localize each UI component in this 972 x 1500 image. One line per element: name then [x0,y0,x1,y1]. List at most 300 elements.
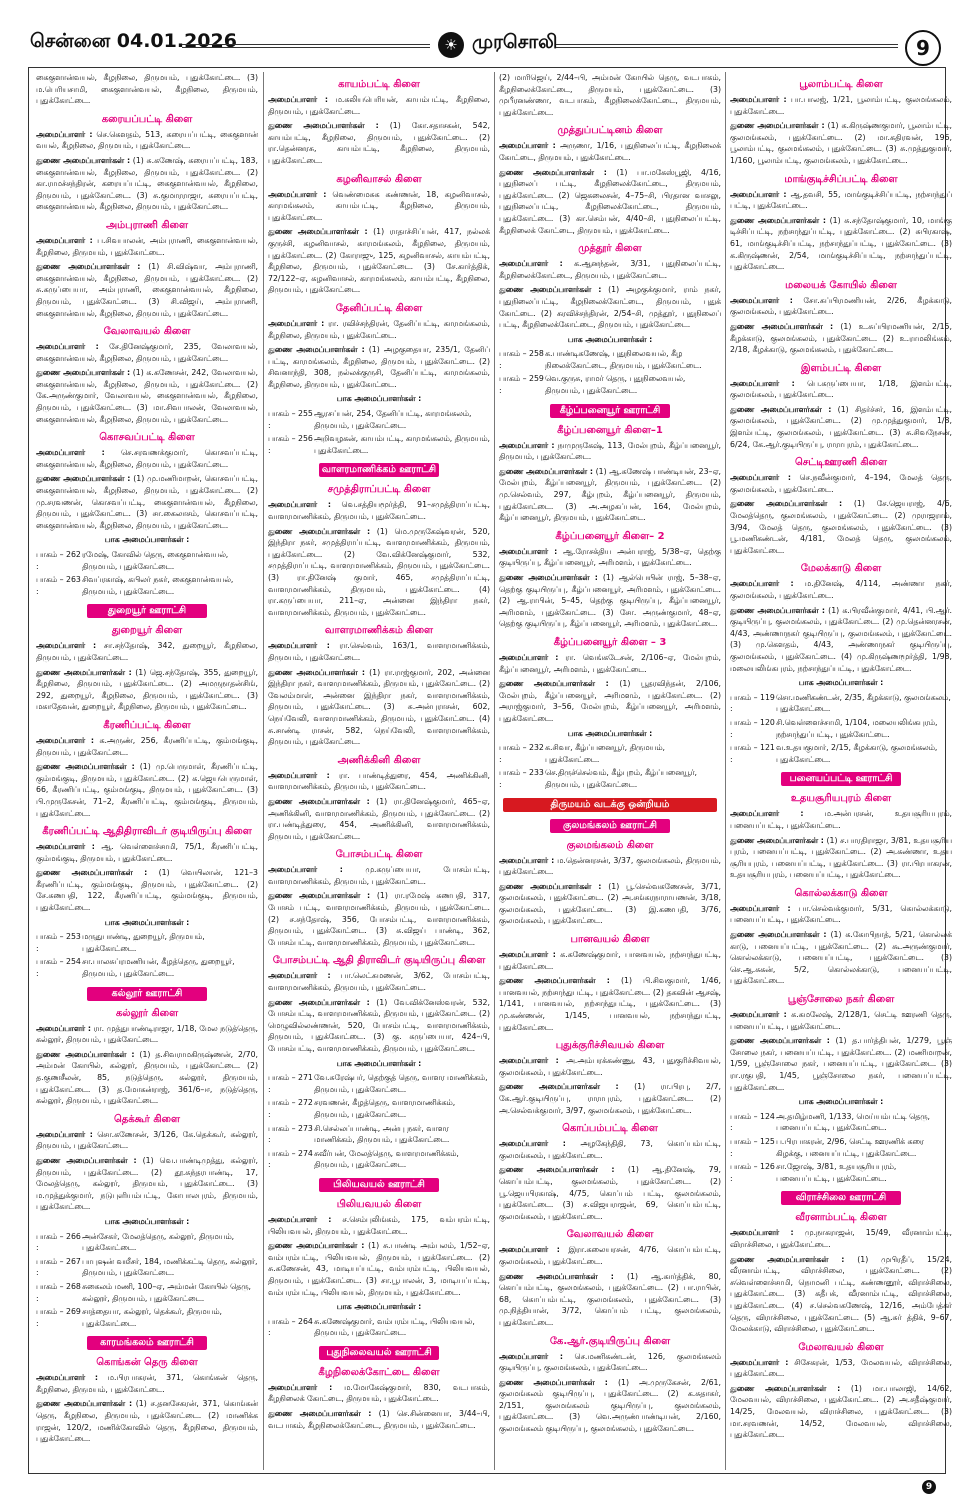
organizer-entry [36,341,258,364]
organizer-entry [36,735,258,758]
role-label: துணை அமைப்பாளர்கள் : [36,1155,137,1165]
booth-entry [36,1306,258,1329]
booth-number: பாகம் – 271 : [268,1073,313,1094]
organizer-entry [268,318,490,341]
column-divider [725,72,726,1470]
role-label: அமைப்பாளர் : [730,1010,787,1020]
entry-text: சா.சந்தோஷ், 342, துறையூர், கீழநிலை, திருமயம், புதுக்கோட்டை. [36,641,258,662]
rising-sun-icon: ☀ [438,32,464,58]
role-label: அமைப்பாளர் : [36,1129,93,1139]
panchayat-banner: கல்லூர் ஊராட்சி [87,987,207,1001]
organizer-entry [499,1244,721,1267]
entry-text: (2) மாரிஜெய், 2/44–பி, அம்மன் கோயில் தெரு, வடபாகம், கீழநிலைக்கோட்டை, திருமயம், புதுக்கோட்டை. (3) முபீரனண்ணா, வடபாகம், கீழநிலைக்கோட்டை, திருமயம், புதுக்கோட்டை. [499,73,721,117]
role-label: அமைப்பாளர் : [730,189,787,199]
branch-heading: கீழ்ப்பனையூர் கிளை–1 [557,424,663,436]
organizer-entry [36,261,258,319]
organizer-entry [730,808,952,831]
booth-number: பாகம் – 232 : [499,743,544,764]
branch-heading: போசம்பட்டி ஆதி திராவிடர் குடியிருப்பு கிளை [272,955,486,967]
organizer-entry [36,367,258,425]
organizer-entry [730,120,952,166]
organizer-entry [730,1009,952,1032]
entry-text: (1) த.சிவராமகிருஷ்ணன், 2/70, அம்மன் கோயில், கல்லூர், திருமயம், புதுக்கோட்டை. (2) த.குணசீலன், 85, நடுத்தெரு, கல்லூர், திருமயம், புதுக்கோட்டை. (3) த.மோகன்ராஜ், 361/6–ஈ, நடுத்தெரு, கல்லூர், திருமயம், புதுக்கோட்டை. [36,1049,258,1106]
entry-text: (1) ச.பாரதிராஜா, 3/81, உதயசூரிய புரம், பனையப்பட்டி, புதுக்கோட்டை. (2) அ.கண்ணா, உதய சூரியபுரம், பனையப்பட்டி, புதுக்கோட்டை. (3) ரா.பிரபாகரன், உதயசூரியபுரம், பனையப்பட்டி, புதுக்கோட்டை. [730,835,952,880]
organizer-entry [730,404,952,450]
entry-text: பா.செல்வக்குமார், 5/31, கொல்லக்காடு, பனையப்பட்டி, புதுக்கோட்டை. [730,903,952,925]
branch-heading: தேனிப்பட்டி கிளை [335,302,423,314]
branch-heading: காயம்பட்டி கிளை [338,79,420,90]
role-label: அமைப்பாளர் : [730,579,794,589]
organizer-entry [268,344,490,390]
panchayat-banner: காரமங்கலம் ஊராட்சி [87,1336,207,1350]
entry-text: கைகுளான்வயல், கீழநிலை, திருமயம், புதுக்கோட்டை. (3) ம.பெரியசாமி, கைகுளான்வயல், கீழநிலை, திருமயம், புதுக்கோட்டை. [36,73,258,106]
role-label: துணை அமைப்பாளர்கள் : [499,1377,608,1387]
column-4 [730,72,952,1472]
booth-organizer: சொ.மணிகண்டன், 2/35, கீழக்காடு, குலமங்கலம், புதுக்கோட்டை. [776,692,951,714]
branch-heading: பூஞ்சோலை நகர் கிளை [787,994,895,1006]
organizer-entry [730,472,952,495]
booth-organizer: க.சிவா, கீழ்ப்பனையூர், திருமயம், புதுக்கோட்டை. [545,743,665,764]
entry-text: ஆ. வெள்ளைச்சாமி, 75/1, கீரணிப்பட்டி, கும்மங்குடி, திருமயம், புதுக்கோட்டை. [36,842,258,863]
booth-entry [499,742,721,765]
role-label: துணை அமைப்பாளர்கள் : [268,796,370,806]
booth-number: பாகம் – 233 : [499,768,544,789]
role-label: துணை அமைப்பாளர்கள் : [268,997,370,1007]
role-label: அமைப்பாளர் : [268,95,329,104]
role-label: துணை அமைப்பாளர்கள் : [268,1241,365,1251]
organizer-entry [268,640,490,663]
role-label: துணை அமைப்பாளர்கள் : [499,976,610,986]
branch-heading: முத்தூர் கிளை [578,243,642,255]
booth-number: பாகம் – 255 : [268,409,313,430]
booth-organizer: சு.கணேஷ்குமார், வம்பரம்பட்டி, பிலியவயல், திருமயம், புதுக்கோட்டை. [314,1316,475,1338]
entry-text: (1) க.பிரவீன்குமார், 4/41, பி.ஆர். குடியிருப்பு, குலமங்கலம், புதுக்கோட்டை. (2) மு.தென்னரசன், 4/43, அண்ணாநகர் குடியிருப்பு, குலமங்கலம், புதுக்கோட்டை. (3) மு.கௌதம், 4/43, அண்ணாநகர் குடியிருப்பு, குலமங்கலம், புதுக்கோட்டை. (4) மு.கிருஷ்ணமூர்த்தி, 1/98, மலையலிங்கபுரம், நற்சாந்துப்பட்டி, புதுக்கோட்டை. [730,605,952,673]
booth-organizer: ரமேஷ், கோவில் தெரு, கைகுளான்வயல், திருமயம், புதுக்கோட்டை. [82,550,229,571]
organizer-entry [36,129,258,152]
booth-section-label: பாக அமைப்பாளர்கள் : [336,1058,422,1068]
organizer-entry [730,94,952,117]
booth-entry [499,348,721,371]
union-banner: திருமயம் வடக்கு ஒன்றியம் [503,798,717,812]
organizer-entry [730,321,952,356]
footer-page-number: 9 [922,1480,936,1494]
organizer-entry [499,466,721,524]
booth-entry [268,408,490,431]
entry-text: ம.தினேஷ், 4/114, அண்ணா நகர், குலமங்கலம், புதுக்கோட்டை. [730,579,952,600]
entry-text: (1) த.பார்த்திபன், 1/279, பூஞ் சோலை நகர், பனையப்பட்டி, புதுக்கோட்டை. (2) மணிமாறன், 1/59, பூஞ்சோலை நகர், பனையப்பட்டி, புதுக்கோட்டை. (3) ரா.ரகுபதி, 1/45, பூஞ்சோலை நகர், பனையப்பட்டி, புதுக்கோட்டை. [730,1036,952,1092]
booth-entry [730,742,952,765]
booth-entry [730,1136,952,1159]
branch-heading: மேலக்காடு கிளை [800,563,882,575]
organizer-entry [730,215,952,273]
booth-organizer: சாத்தையா, கல்லூர், தெக்கூர், திருமயம், புதுக்கோட்டை. [82,1307,222,1328]
booth-entry [499,373,721,396]
entry-text: மு.நாகராஜன், 15/49, வீரனாம்பட்டி, விராச்சிலை, புதுக்கோட்டை. [730,1228,952,1249]
booth-organizer: க.பாண்டிகணேஷ், புதுநிலைவயல், கீழ நிலைக்கோட்டை, திருமயம், புதுக்கோட்டை. [545,349,702,370]
entry-text: க.கமலேஷ், 2/128/1, செட்டி ஊரணி தெரு, பனையப்பட்டி, புதுக்கோட்டை. [730,1010,952,1031]
branch-heading: துறையூர் கிளை [111,625,183,637]
role-label: அமைப்பாளர் : [36,1373,99,1383]
role-label: அமைப்பாளர் : [36,235,93,245]
role-label: அமைப்பாளர் : [268,971,331,981]
entry-text: (1) அ.முருகேசன், 2/61, குலமங்கலம் குடியிருப்பு, புதுக்கோட்டை. (2) க.சுதாகர், 2/151, குலமங்கலம் குடியிருப்பு, குலமங்கலம், புதுக்கோட்டை. (3) வெ.அருண்பாண்டியன், 2/160, குலமங்கலம் குடியிருப்பு, குலமங்கலம், புதுக்கோட்டை. [499,1377,721,1434]
booth-entry [268,1316,490,1339]
masthead [0,0,972,70]
organizer-entry [36,1155,258,1213]
organizer-entry [36,155,258,213]
entry-text: க.கணேஷ்குமார், பானவயல், நற்சாந்துபட்டி, புதுக்கோட்டை. [499,950,721,971]
branch-heading: மேலாவயல் கிளை [798,1341,884,1353]
organizer-entry [268,499,490,522]
booth-organizer: சுகைலம் மணி, 100–ஏ, அம்மன் கோயில் தெரு, கல்லூர், திருமயம், புதுக்கோட்டை. [82,1281,251,1303]
branch-heading: பானவயல் கிளை [570,934,650,946]
role-label: அமைப்பாளர் : [36,342,99,352]
booth-entry [36,931,258,954]
entry-text: பெ.கருப்பையா, 1/18, இளம்பட்டி, குலமங்கலம், புதுக்கோட்டை. [730,378,952,400]
booth-section-label: பாக அமைப்பாளர்கள் : [336,394,422,404]
organizer-entry [268,970,490,993]
role-label: துணை அமைப்பாளர்கள் : [36,868,148,878]
organizer-entry [730,378,952,401]
organizer-entry [499,678,721,724]
organizer-entry [499,975,721,1033]
branch-heading: கல்லூர் கிளை [115,1007,179,1019]
role-label: அமைப்பாளர் : [730,378,795,388]
role-label: அமைப்பாளர் : [36,641,97,651]
booth-number: பாகம் – 268 : [36,1281,81,1303]
organizer-entry [268,94,490,117]
organizer-entry [499,949,721,972]
booth-entry [36,1231,258,1254]
branch-heading: போசம்பட்டி கிளை [335,849,423,861]
entry-text: செ.மணிகண்டன், 126, குலமங்கலம் குடியிருப்பு, குலமங்கலம், புதுக்கோட்டை. [499,1351,721,1373]
organizer-entry [36,1372,258,1395]
booth-number: பாகம் – 264 : [268,1316,313,1338]
entry-text: சொ.கணேசன், 3/126, கே.தெக்கூர், கல்லூர், திருமயம், புதுக்கோட்டை. [36,1129,258,1151]
branch-heading: மாங்குடிச்சிப்பட்டி கிளை [784,173,898,185]
booth-number: பாகம் – 253 : [36,932,81,953]
booth-organizer: ஆரசப்பன், 254, தேனிப்பட்டி, காரமங்கலம், திருமயம், புதுக்கோட்டை. [314,409,472,430]
booth-section-label: பாக அமைப்பாளர்கள் : [104,1216,190,1226]
role-label: அமைப்பாளர் : [268,865,343,875]
organizer-entry [730,1227,952,1250]
role-label: துணை அமைப்பாளர்கள் : [268,526,371,536]
organizer-entry [499,881,721,927]
role-label: துணை அமைப்பாளர்கள் : [36,262,141,272]
entry-text: வெ.சத்தியமூர்த்தி, 91–சமுத்திராப்பட்டி, வாளரமாணிக்கம், திருமயம், புதுக்கோட்டை. [268,500,490,522]
panchayat-banner: கீழ்ப்பனையூர் ஊராட்சி [550,404,670,418]
organizer-entry [499,652,721,675]
role-label: துணை அமைப்பாளர்கள் : [36,762,135,772]
entry-text: பா.பாலஜ், 1/21, பூலாம்பட்டி, குலமங்கலம், புதுக்கோட்டை. [730,95,952,116]
booth-number: பாகம் – 121 : [730,743,775,764]
organizer-entry [268,226,490,296]
booth-section-label: பாக அமைப்பாளர்கள் : [104,535,190,545]
organizer-entry [36,1398,258,1444]
organizer-entry [499,1138,721,1161]
entry-text: (1) ஜெ.சந்தோஷ், 355, துறையூர், கீழநிலை, திருமயம், புதுக்கோட்டை. (2) அமருநாதன்சிங், 292, துறையூர், கீழநிலை, திருமயம், புதுக்கோட்டை. (3) மகாதேவன், துறையூர், கீழநிலை, திருமயம், புதுக்கோட்டை. [36,667,258,712]
organizer-entry [499,167,721,237]
entry-text: (1) அழகுதையா, 235/1, தேனிப் பட்டி, காரமங்கலம், கீழநிலை, திருமயம், புதுக்கோட்டை. (2) சிவனாந்தி, 308, நல்லக்குருசி, தேனிப்பட்டி, காரமங்கலம், கீழநிலை, திருமயம், புதுக்கோட்டை. [268,345,490,389]
organizer-entry [268,1214,490,1237]
organizer-entry [499,546,721,569]
branch-heading: வேலாவயல் கிளை [103,326,191,338]
organizer-entry [268,864,490,887]
entry-text: அருணா, 1/16, புதுநிலைப்பட்டி, கீழநிலைக் கோட்டை, திருமயம், புதுக்கோட்டை. [499,141,721,162]
role-label: துணை அமைப்பாளர்கள் : [730,930,827,940]
branch-heading: சமுத்திராப்பட்டி கிளை [327,484,431,496]
role-label: அமைப்பாளர் : [268,500,331,510]
booth-entry [36,549,258,572]
role-label: துணை அமைப்பாளர்கள் : [499,573,598,582]
entry-text: (1) பூதரவிந்தன், 2/106, மேல்புறம், கீழ்ப்பனையூர், அரிமளம், புதுக்கோட்டை. (2) அராஜ்குமார், 3–56, மேல்புறம், கீழ்ப்பனையூர், அரிமளம், புதுக்கோட்டை. [499,679,721,723]
booth-section-label: பாக அமைப்பாளர்கள் : [567,334,653,344]
role-label: துணை அமைப்பாளர்கள் : [268,1409,372,1419]
entry-text: (1) அழகுக்குமார், ராம் நகர், புதுநிலைப்பட்டி, கீழநிலைக்கோட்டை, திருமயம், புதுக் கோட்டை. (2) சுரவிச்சந்திரன், 2/54–சி, முத்தூர், புதுநிலைப் பட்டி, கீழநிலைக்கோட்டை, திருமயம், புதுக்கோட்டை. [499,285,721,330]
role-label: துணை அமைப்பாளர்கள் : [730,321,834,331]
entry-text: க.ஆனந்தன், 3/31, புதுநிலைப்பட்டி, கீழநிலைக்கோட்டை, திருமயம், புதுக்கோட்டை. [499,259,721,280]
role-label: அமைப்பாளர் : [499,1245,560,1255]
organizer-entry [268,890,490,948]
entry-text: ரா. வெங்கடேசன், 2/106–ஏ, மேல்புறம், கீழ்ப்பனையூர், அரிமளம், புதுக்கோட்டை. [499,652,721,674]
edition-date: சென்னை 04.01.2026 [30,30,237,52]
organizer-entry [499,1164,721,1222]
organizer-entry [36,867,258,913]
organizer-entry [268,1240,490,1298]
entry-text: (1) சு.கணேஷ், கரையப்பட்டி, 183, கைகுளான்வயல், கீழநிலை, திருமயம், புதுக்கோட்டை. (2) கா.ராமச்சந்திரன், கரையப்பட்டி, கைகுளான்வயல், கீழநிலை, திருமயம், புதுக்கோட்டை. (3) சு.குமாரராஜா, கரையப்பட்டி, கைகுளான்வயல், கீழநிலை, திருமயம், புதுக்கோட்டை. [36,155,258,212]
organizer-entry [730,1357,952,1380]
entry-text: ப.சிவபாலன், அம்புராணி, கைகுளான்வயல், கீழநிலை, திருமயம், புதுக்கோட்டை. [36,235,258,257]
role-label: அமைப்பாளர் : [268,189,327,199]
organizer-entry [268,189,490,224]
booth-entry [268,1123,490,1146]
organizer-entry [730,605,952,675]
organizer-entry [268,796,490,842]
role-label: அமைப்பாளர் : [499,1139,566,1149]
booth-number: பாகம் – 262 : [36,550,81,571]
entry-text: அ.அம்பரக்கண்ணு, 43, புதுகுரிச்சிவயல், குலமங்கலம், புதுக்கோட்டை. [499,1056,721,1077]
organizer-entry [499,855,721,878]
booth-entry [36,956,258,979]
entry-text: (1) சே.ஜெயராஜ், 4/6, மேலத்தெரு, குலமங்கலம், புதுக்கோட்டை. (2) முராஜராம், 3/94, மேலத் தெரு, குலமங்கலம், புதுக்கோட்டை. (3) பூ.மணிகண்டன், 4/181, மேலத் தெரு, குலமங்கலம், புதுக்கோட்டை. [730,499,952,555]
role-label: அமைப்பாளர் : [730,295,793,305]
role-label: துணை அமைப்பாளர்கள் : [499,1271,614,1281]
branch-heading: பூலாம்பட்டி கிளை [799,79,883,90]
entry-text: ரா. முத்துபாண்டிராஜா, 1/18, மேல நடுத்தெரு, கல்லூர், திருமயம், புதுக்கோட்டை. [36,1023,258,1045]
organizer-entry [499,1377,721,1435]
entry-text: (1) ரா.பிரபு, 2/7, கே.ஆர்.குடியிருப்பு, ராராபுரம், புதுக்கோட்டை. (2) அ.செல்வக்குமார், 3/97, குலமங்கலம், புதுக்கோட்டை. [499,1082,721,1115]
branch-heading: அணிக்கினி கிளை [337,754,421,766]
role-label: அமைப்பாளர் : [268,318,325,328]
entry-text: (1) ஆ.கணேஷ் பாண்டியன், 23–ஏ, மேல்புறம், கீழ்ப்பனையூர், திருமயம், புதுக்கோட்டை. (2) மு.செல்வம், 297, கீழ்புறம், கீழ்ப்பனையூர், திருமயம், புதுக்கோட்டை. (3) அ.அழகப்பன், 164, மேல்புறம், கீழ்ப்பனையூர், திருமயம், புதுக்கோட்டை. [499,466,721,523]
booth-organizer: வே.சுரேஷ்பர், தெற்குத் தெரு, வாளர மாணிக்கம், திருமயம், புதுக்கோட்டை. [314,1073,488,1094]
entry-text: (1) ரா.ரமேஷ் கணபதி, 317, போசம் பட்டி, வாளரமாணிக்கம், திருமயம், புதுக்கோட்டை. (2) ச.சந்தோஷ், 356, போசம்பட்டி, வாளரமாணிக்கம், திருமயம், புதுக்கோட்டை. (3) சு.விஜய் பாண்டி, 362, போசம்பட்டி, வாளரமாணிக்கம், திருமயம், புதுக்கோட்டை. [268,891,490,947]
organizer-entry [499,572,721,630]
panchayat-banner: பனையப்பட்டி ஊராட்சி [781,772,901,786]
organizer-entry [36,447,258,470]
panchayat-banner: பிலியவயல் ஊராட்சி [319,1178,439,1192]
organizer-entry [36,473,258,531]
booth-organizer: பாபுஷன் வஙீசர், 184, மணிக்கட்டி தெரு, கல்லூர், திருமயம், புதுக்கோட்டை. [82,1256,258,1278]
booth-number: பாகம் – 272 : [268,1098,313,1119]
column-divider [263,72,264,1470]
booth-number: பாகம் – 125 : [730,1136,775,1158]
booth-organizer: வ.உதயகுமார், 2/15, கீழக்காடு, குலமங்கலம், புதுக்கோட்டை. [776,743,938,764]
organizer-entry [268,120,490,166]
entry-text: வெண்மைசுக கண்ணன், 18, கழனிவாசல், காரமங்கலம், காயம்பட்டி, கீழநிலை, திருமயம், புதுக்கோட்டை. [268,189,490,222]
entry-text: (1) ஆ.தினேஷ், 79, கொப்பம்பட்டி, குலமங்கலம், புதுக்கோட்டை. (2) பூ.ஜெயபிரகாஷ், 4/75, கொப்பம் பட்டி, குலமங்கலம், புதுக்கோட்டை. (3) ச.விஜயராஜன், 69, கொப்பம்பட்டி, குலமங்கலம், புதுக்கோட்டை. [499,1165,721,1221]
role-label: அமைப்பாளர் : [36,842,95,852]
page-number-badge: 9 [905,30,941,66]
entry-text: (1) சி.விஷ்வா, அம்புராணி, கைகுளான்வயல், கீழநிலை, திருமயம், புதுக்கோட்டை. (2) சு.கருப்பையா, அம்புராணி, கைகுளான்வயல், கீழநிலை, திருமயம், புதுக்கோட்டை. (3) சி.விஜய், அம்புராணி, கைகுளான்வயல், கீழநிலை, திருமயம், புதுக்கோட்டை. [36,262,258,318]
booth-entry [730,1161,952,1184]
booth-entry [730,692,952,715]
role-label: துணை அமைப்பாளர்கள் : [499,1082,619,1092]
entry-text: ம.தென்னரசன், 3/37, குலமங்கலம், திருமயம், புதுக்கோட்டை. [499,855,721,877]
role-label: துணை அமைப்பாளர்கள் : [499,881,602,891]
booth-number: பாகம் – 263 : [36,575,81,596]
role-label: அமைப்பாளர் : [36,129,93,139]
branch-heading: கீழ்ப்பனையூர் கிளை– 2 [555,530,665,542]
booth-entry [36,1256,258,1279]
entry-text: (1) க.கோபிநாத், 5/21, கொல்லக் காடு, பனையப்பட்டி, புதுக்கோட்டை. (2) கூ.அருண்குமார், கொல்லக்காடு, பனையப்பட்டி, புதுக்கோட்டை. (3) செ.ஆ.சுகன், 5/2, கொல்லக்காடு, பனையப்பட்டி, புதுக்கோட்டை. [730,930,952,986]
organizer-entry [36,761,258,819]
role-label: அமைப்பாளர் : [499,1056,559,1066]
column-2 [268,72,490,1472]
branch-heading: மலையக் கோயில் கிளை [785,279,897,291]
role-label: துணை அமைப்பாளர்கள் : [730,835,824,845]
organizer-entry [730,903,952,926]
organizer-entry [730,295,952,318]
role-label: அமைப்பாளர் : [499,141,556,151]
entry-text: ச.செம்புலிங்கம், 175, வம்பரம்பட்டி, பிலியவயல், திருமயம், புதுக்கோட்டை. [268,1214,490,1236]
role-label: துணை அமைப்பாளர்கள் : [36,667,132,677]
booth-organizer: சா.பாலசுப்ரமணியன், கீழத்தெரு, துறையூர், திருமயம், புதுக்கோட்டை. [82,957,235,979]
role-label: துணை அமைப்பாளர்கள் : [268,667,365,677]
entry-text: செ.நவீன்குமார், 4–194, மேலத் தெரு, குலமங்கலம், புதுக்கோட்டை. [730,473,952,494]
entry-text: (1) மெ.முருகேஷ்வரன், 520, இந்திரா நகர், சமுத்திராப்பட்டி, வாளரமாணிக்கம், திருமயம், புதுக்கோட்டை. (2) வே.விக்னேஷ்குமார், 532, சமுத்திராப்பட்டி, வாளரமாணிக்கம், திருமயம், புதுக்கோட்டை. (3) ரா.தினேஷ் குமார், 465, சமுத்திராப்பட்டி, வாளரமாணிக்கம், திருமயம், புதுக்கோட்டை. (4) ரா.கருப்பையா, 211–ஏ, அன்னை இந்திரா நகர், வாளரமாணிக்கம், திருமயம், புதுக்கோட்டை. [268,526,490,617]
organizer-entry [499,140,721,163]
booth-number: பாகம் – 258 : [499,349,544,370]
entry-text: (1) பா.மகேஸ்பூஜி, 4/16, புதுநிலைப் பட்டி, கீழநிலைக்கோட்டை, திருமயம், புதுக்கோட்டை. (2) ஜெகலைசன், 4–75–சி, பிரதான வாசலு, புதுநிலைப்பட்டி, கீழநிலைக்கோட்டை, திருமயம், புதுக்கோட்டை. (3) கா.செம்பன், 4/40–சி, புதுநிலைப்பட்டி, கீழநிலைக் கோட்டை, திருமயம், புதுக்கோட்டை. [499,167,721,235]
organizer-entry [730,498,952,556]
role-label: அமைப்பாளர் : [499,546,558,556]
entry-text: மு.கருப்பையா, போசம்பட்டி, வாளரமாணிக்கம், திருமயம், புதுக்கோட்டை. [268,865,490,886]
entry-text: (1) ராதாச்சிப்பன், 417, நல்லக் குருச்சி, கழனிவாசல், காரமங்கலம், கீழநிலை, திருமயம், புதுக்கோட்டை. (2) கோராஜு, 125, கழனிவாசல், காயம்பட்டி, கீழநிலை, திருமயம், புதுக்கோட்டை. (3) சே.கார்த்திக், 72/122–ஏ, கழனிவாசல், காரமங்கலம், காயம்பட்டி, கீழநிலை, திருமயம், புதுக்கோட்டை. [268,227,490,295]
branch-heading: இளம்பட்டி கிளை [800,362,882,374]
role-label: அமைப்பாளர் : [499,950,556,960]
entry-text: (1) சிதர்ச்சர், 16, இளம்பட்டி, குலமங்கலம், புதுக்கோட்டை. (2) மு.முத்துகுமார், 1/8, இளம்பட்டி, குலமங்கலம், புதுக்கோட்டை. (3) சு.சிவநேசன், 6/24, கே.ஆர்.குடியிருப்பு, ராராபுரம், புதுக்கோட்டை. [730,404,952,449]
branch-heading: பிலியவயல் கிளை [336,1198,422,1210]
entry-text: ரா. ரவிச்சந்திரன், தேனிப்பட்டி, காரமங்கலம், கீழநிலை, திருமயம், புதுக்கோட்டை. [268,318,490,340]
organizer-entry [730,1383,952,1441]
branch-heading: கொசவப்பட்டி கிளை [99,432,195,444]
entry-text: (1) செ.சின்னையா, 3/44–பி, வடபாகம், கீழநிலைக்கோட்டை, திருமயம், புதுக்கோட்டை. [268,1409,490,1430]
branch-heading: கழனிவாசல் கிளை [336,173,422,185]
role-label: அமைப்பாளர் : [268,641,330,651]
entry-text: (1) ச.தனசேகரன், 371, கொங்கன் தெரு, கீழநிலை, திருமயம், புதுக்கோட்டை. (2) மாணிக்க ராஜன், 120/2, மணிக்கோவில் தெரு, கீழநிலை, திருமயம், புதுக்கோட்டை. [36,1399,258,1444]
booth-number: பாகம் – 266 : [36,1231,81,1253]
branch-heading: தெக்கூர் கிளை [113,1113,181,1125]
role-label: துணை அமைப்பாளர்கள் : [36,474,131,484]
entry-text: நாமுருகேஷ், 113, மேல்புறம், கீழ்ப்பனையூர், திருமயம், புதுக்கோட்டை. [499,440,721,462]
role-label: அமைப்பாளர் : [730,809,804,819]
entry-text: சிசேகரன், 1/53, மேலவயல், விராச்சிலை, புதுக்கோட்டை. [730,1357,952,1379]
organizer-entry [499,1081,721,1116]
role-label: அமைப்பாளர் : [36,735,94,745]
entry-text: ரா.செல்வம், 163/1, வாளரமாணிக்கம், திருமயம், புதுக்கோட்டை. [268,641,490,662]
role-label: துணை அமைப்பாளர்கள் : [730,605,826,615]
role-label: அமைப்பாளர் : [268,1214,332,1224]
role-label: துணை அமைப்பாளர்கள் : [268,345,365,355]
branch-heading: கொல்லக்காடு கிளை [794,887,888,899]
role-label: துணை அமைப்பாளர்கள் : [730,215,826,225]
branch-heading: கே.ஆர்.குடியிருப்பு கிளை [549,1335,671,1347]
entry-text: ஆ.தவசி, 55, மாங்குடிச்சிப்பட்டி, நற்சாந்துப் பட்டி, புதுக்கோட்டை. [730,189,952,211]
entry-text: ரா. பாண்டித்துரை, 454, அணிக்கினி, வாளரமாணிக்கம், திருமயம், புதுக்கோட்டை. [268,770,490,792]
entry-text: (1) வெயிலான், 121–3 கீரணிப்பட்டி, கும்மங்குடி, திருமயம், புதுக்கோட்டை. (2) சே.கணபதி, 122, கீரணிப்பட்டி, கும்மங்குடி, திருமயம், புதுக்கோட்டை. [36,868,258,913]
entry-text: செ.சரவணக்குமார், கொசவப்பட்டி, கைகுளான்வயல், கீழநிலை, திருமயம், புதுக்கோட்டை. [36,448,258,469]
role-label: துணை அமைப்பாளர்கள் : [730,121,825,131]
organizer-entry [268,770,490,793]
organizer-entry [36,1023,258,1046]
booth-section-label: பாக அமைப்பாளர்கள் : [567,728,653,738]
branch-heading: அம்புராணி கிளை [105,219,189,231]
role-label: அமைப்பாளர் : [268,1382,333,1392]
entry-text: (1) மு.மணிமாறன், கொசவப்பட்டி, கைகுளான்வயல், கீழநிலை, திருமயம், புதுக்கோட்டை. (2) மு.சரவணன், கொசவப்பட்டி, கைகுளான்வயல், கீழநிலை, திருமயம், புதுக்கோட்டை. (3) சா.கைலாசம், கொசவப்பட்டி, கைகுளான்வயல், கீழநிலை, திருமயம், புதுக்கோட்டை. [36,474,258,530]
branch-heading: கொங்கன் தெரு கிளை [96,1357,198,1369]
continued-text [36,72,258,107]
column-3 [499,72,721,1472]
booth-section-label: பாக அமைப்பாளர்கள் : [104,917,190,927]
booth-entry [268,433,490,456]
entry-text: (1) ரா.ராஜ்குமார், 202, அன்னை இந்திரா நகர், வாளரமாணிக்கம், திருமயம், புதுக்கோட்டை. (2) வேலம்மாள், அன்னை இந்திரா நகர், வாளரமாணிக்கம், திருமயம், புதுக்கோட்டை. (3) சு.அன்புராசன், 602, நெய்வேலி, வாளரமாணிக்கம், திருமயம், புதுக்கோட்டை. (4) சு.சாண்டி ராசன், 582, நெய்வேலி, வாளரமாணிக்கம், திருமயம், புதுக்கோட்டை. [268,667,490,747]
booth-number: பாகம் – 120 : [730,717,775,739]
booth-entry [36,574,258,597]
entry-text: (1) ரா.தினேஷ்குமார், 465–ஏ, அணிக்கினி, வாளரமாணிக்கம், திருமயம், புதுக்கோட்டை. (2) ரா.பண்டித்துரை, 454, அணிக்கினி, வாளரமாணிக்கம், திருமயம், புதுக்கோட்டை. [268,796,490,841]
organizer-entry [36,841,258,864]
organizer-entry [268,997,490,1055]
booth-entry [499,767,721,790]
organizer-entry [36,1129,258,1152]
booth-section-label: பாக அமைப்பாளர்கள் : [336,1302,422,1312]
role-label: அமைப்பாளர் : [36,1023,91,1033]
role-label: துணை அமைப்பாளர்கள் : [730,1254,845,1264]
branch-heading: கொப்பம்பட்டி கிளை [562,1123,658,1135]
role-label: துணை அமைப்பாளர்கள் : [499,679,609,689]
booth-organizer: சிவப்ரகாஷ், கபிலர் நகர், கைகுளான்வயல், திருமயம், புதுக்கோட்டை. [82,575,234,596]
booth-number: பாகம் – 269 : [36,1307,81,1328]
organizer-entry [36,640,258,663]
organizer-entry [499,284,721,330]
branch-heading: வாளரமாணிக்கம் கிளை [324,625,434,637]
continued-text [499,72,721,118]
panchayat-banner: குலமங்கலம் ஊராட்சி [550,819,670,833]
booth-section-label: பாக அமைப்பாளர்கள் : [798,678,884,688]
entry-text: (1) ஆ.கார்த்திக், 80, கொப்பம்பட்டி, குலமங்கலம், புதுக்கோட்டை. (2) பா.ராபின், 68, கொப்பம்பட்டி, குலமங்கலம், புதுக்கோட்டை. (3) மு.நித்தியான், 3/72, கொப்பம் பட்டி, குலமங்கலம், புதுக்கோட்டை. [499,1271,721,1327]
column-1 [36,72,258,1472]
entry-text: (1) கோ.சதாசகன், 542, காயம்பட்டி, கீழநிலை, திருமயம், புதுக்கோட்டை. (2) ரா.தென்னரசு, காயம்பட்டி, கீழநிலை, திருமயம், புதுக்கோட்டை. [268,121,490,165]
branch-heading: புதுக்குரிச்சிவயல் கிளை [555,1040,665,1052]
entry-text: பா.லெட்சுமணன், 3/62, போசம்பட்டி, வாளரமாணிக்கம், திருமயம், புதுக்கோட்டை. [268,971,490,993]
entry-text: ம.அன்பரசன், உதயசூரியபுரம், பனையப்பட்டி, புதுக்கோட்டை. [730,809,952,830]
entry-text: (1) பி.சிவகுமார், 1/46, பானவயல், நற்சாந்துபட்டி, புதுக்கோட்டை. (2) தகவின் ஆசஷ், 1/141, பானவயல், நற்சாந்துபட்டி, புதுக்கோட்டை. (3) மு.கண்ணன், 1/145, பானவயல், நற்சாந்துபட்டி, புதுக்கோட்டை. [499,976,721,1032]
organizer-entry [730,189,952,212]
role-label: அமைப்பாளர் : [499,440,555,450]
entry-text: க.அருண், 256, கீரணிப்பட்டி, கும்மங்குடி, திருமயம், புதுக்கோட்டை. [36,735,258,757]
branch-heading: வேலாவயல் கிளை [566,1229,654,1241]
branch-heading: வீரனாம்பட்டி கிளை [795,1212,887,1224]
